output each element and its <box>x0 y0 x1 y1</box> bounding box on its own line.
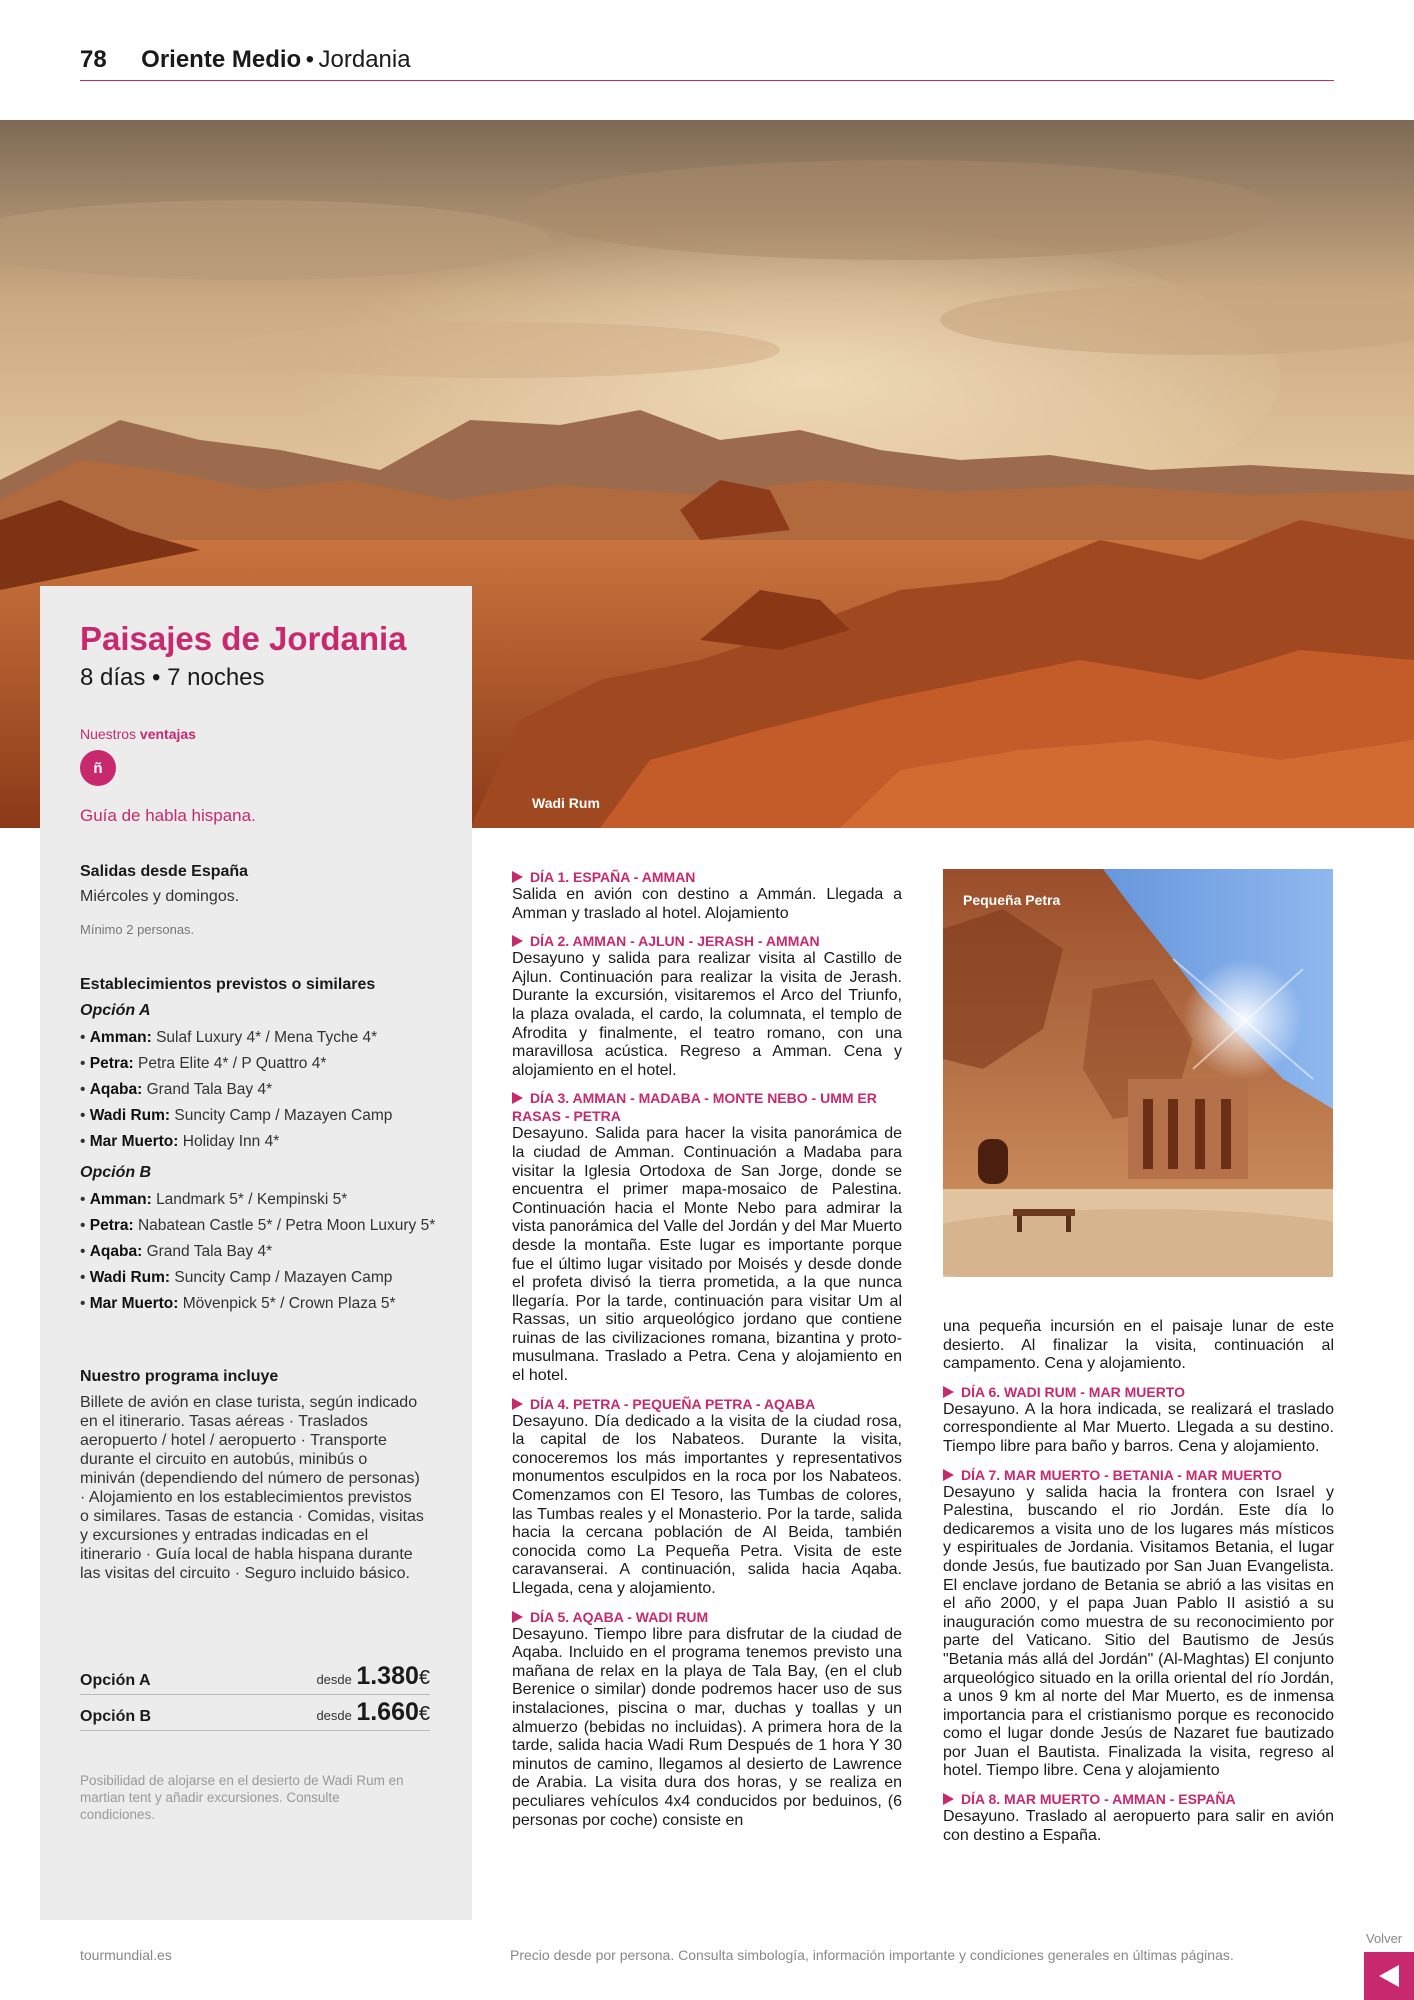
itinerary-day <box>512 1608 902 1831</box>
day-marker-icon <box>943 1469 954 1481</box>
price-label: Opción A <box>80 1672 151 1689</box>
petra-illustration <box>943 869 1333 1277</box>
price-row-option-b <box>80 1696 430 1731</box>
itinerary-column-2 <box>943 1318 1334 1854</box>
back-label[interactable]: Volver <box>1366 1931 1403 1946</box>
price-currency: € <box>418 1703 430 1725</box>
day-title: DÍA 8. MAR MUERTO - AMMAN - ESPAÑA <box>961 1791 1236 1808</box>
page-number: 78 <box>80 46 107 73</box>
option-b-label: Opción B <box>80 1164 152 1181</box>
day-text: Desayuno y salida para realizar visita al Castillo de Ajlun. Continuación para realizar la visita de Jerash. Durante la excursión, visitaremos el Arco del Triunfo, la plaza ovalada, el cardo, la columnata, el templo de Afrodita y finalmente, el teatro romano, con una maravillosa acústica. Regreso a Amman. Cena y alojamiento en el hotel. <box>512 950 902 1079</box>
header-separator: • <box>305 46 315 73</box>
itinerary-day <box>512 1089 902 1385</box>
day-text: una pequeña incursión en el paisaje lunar de este desierto. Al finalizar la visita, continuación al campamento. Cena y alojamiento. <box>943 1318 1334 1373</box>
day-marker-icon <box>943 1793 954 1805</box>
option-b-hotel-list <box>80 1190 440 1320</box>
itinerary-day <box>943 1383 1334 1457</box>
day-marker-icon <box>512 1092 523 1104</box>
footer-disclaimer: Precio desde por persona. Consulta simbología, información importante y condiciones generales en últimas páginas. <box>510 1947 1234 1963</box>
price-desde: desde <box>316 1708 352 1723</box>
hotel-item: • Petra: Petra Elite 4* / P Quattro 4* <box>80 1055 327 1072</box>
itinerary-day <box>512 868 902 923</box>
hotel-item: • Amman: Landmark 5* / Kempinski 5* <box>80 1191 348 1208</box>
accommodation-note: Posibilidad de alojarse en el desierto de Wadi Rum en martian tent y añadir excursiones. Consulte condiciones. <box>80 1773 404 1822</box>
hotel-item: • Mar Muerto: Holiday Inn 4* <box>80 1133 280 1150</box>
advantages-bold: ventajas <box>139 726 196 742</box>
spanish-guide-icon: ñ <box>80 750 116 786</box>
day-text: Desayuno. Traslado al aeropuerto para salir en avión con destino a España. <box>943 1808 1334 1844</box>
option-a-hotel-list <box>80 1028 440 1158</box>
back-arrow-icon <box>1379 1965 1399 1987</box>
day-text: Desayuno. Salida para hacer la visita panorámica de la ciudad de Amman. Continuación a Madaba para visitar la Iglesia Ortodoxa de San Jorge, donde se encuentra el primer mapa-mosaico de Palestina. Continuación hacia el Monte Nebo para admirar la vista panorámica del Valle del Jordán y del Mar Muerto desde la montaña. Este lugar es importante porque fue el último lugar visitado por Moisés y desde donde el profeta divisó la tierra prometida, a la que nunca llegaría. Por la tarde, continuación para visitar Um al Rassas, un sitio arqueológico jordano que contiene ruinas de las civilizaciones romana, bizantina y proto-musulmana. Traslado a Petra. Cena y alojamiento en el hotel. <box>512 1125 902 1385</box>
day-title: DÍA 1. ESPAÑA - AMMAN <box>530 869 696 885</box>
itinerary-day <box>943 1790 1334 1845</box>
departures-days: Miércoles y domingos. <box>80 888 240 905</box>
footer-site: tourmundial.es <box>80 1947 172 1963</box>
establishments-heading: Establecimientos previstos o similares <box>80 976 376 993</box>
hotel-item: • Petra: Nabatean Castle 5* / Petra Moon Luxury 5* <box>80 1217 436 1234</box>
itinerary-day-continuation <box>943 1318 1334 1374</box>
price-amount: 1.380 <box>356 1662 419 1690</box>
price-row-option-a <box>80 1660 430 1695</box>
day-title: DÍA 5. AQABA - WADI RUM <box>530 1608 709 1625</box>
includes-text: Billete de avión en clase turista, según indicado en el itinerario. Tasas aéreas · Traslados aeropuerto / hotel / aeropuerto · Transporte durante el circuito en autobús, minibús o miniván (dependiendo del número de personas) · Alojamiento en los establecimientos previstos o similares. Tasas de estancia · Comidas, visitas y excursiones y entradas indicadas en el itinerario · Guía local de habla hispana durante las visitas del circuito · Seguro incluido básico. <box>80 1394 424 1582</box>
day-text: Salida en avión con destino a Ammán. Llegada a Amman y traslado al hotel. Alojamiento <box>512 886 902 922</box>
departures-minimum: Mínimo 2 personas. <box>80 922 195 937</box>
hotel-item: • Aqaba: Grand Tala Bay 4* <box>80 1243 273 1260</box>
day-title: DÍA 3. AMMAN - MADABA - MONTE NEBO - UMM ER RASAS - PETRA <box>512 1090 877 1125</box>
itinerary-column-1 <box>512 868 902 1839</box>
price-amount: 1.660 <box>356 1698 419 1726</box>
day-title: DÍA 2. AMMAN - AJLUN - JERASH - AMMAN <box>530 933 820 950</box>
tour-duration: 8 días • 7 noches <box>80 664 265 691</box>
hotel-item: • Wadi Rum: Suncity Camp / Mazayen Camp <box>80 1269 393 1286</box>
price-currency: € <box>418 1667 430 1689</box>
hotel-item: • Aqaba: Grand Tala Bay 4* <box>80 1081 273 1098</box>
hero-caption: Wadi Rum <box>532 795 600 811</box>
price-label: Opción B <box>80 1708 152 1725</box>
day-marker-icon <box>943 1386 954 1398</box>
option-a-label: Opción A <box>80 1002 151 1019</box>
photo-caption: Pequeña Petra <box>963 892 1061 908</box>
day-text: Desayuno. Tiempo libre para disfrutar de la ciudad de Aqaba. Incluido en el programa tenemos previsto una mañana de relax en la playa de Tala Bay, (en el club Berenice o similar) donde podremos hacer uso de sus instalaciones, piscina o mar, duchas y toallas y un almuerzo (bebidas no incluidas). A primera hora de la tarde, salida hacia Wadi Rum Después de 1 hora Y 30 minutos de camino, llegamos al desierto de Lawrence de Arabia. La visita dura dos horas, y se realiza en peculiares vehículos 4x4 conducidos por beduinos, (6 personas por coche) consiste en <box>512 1625 902 1829</box>
day-marker-icon <box>512 871 523 883</box>
page-header <box>80 46 1334 81</box>
price-desde: desde <box>316 1672 352 1687</box>
day-marker-icon <box>512 935 523 947</box>
itinerary-day <box>512 932 902 1080</box>
photo-pequena-petra <box>943 869 1333 1277</box>
day-title: DÍA 6. WADI RUM - MAR MUERTO <box>961 1383 1185 1400</box>
day-text: Desayuno y salida hacia la frontera con Israel y Palestina, buscando el rio Jordán. Este día lo dedicaremos a visita uno de los lugares más místicos y espirituales de Jordania. Visitamos Betania, el lugar donde Jesús, fue bautizado por San Juan Evangelista. El enclave jordano de Betania se abrió a las visitas en el año 2000, y el papa Juan Pablo II asistió a su inauguración como muestra de su reconocimiento por parte del Vaticano. Sitio del Bautismo de Jesús "Betania más allá del Jordán" (Al-Maghtas) El conjunto arqueológico situado en la orilla oriental del río Jordán, a unos 9 km al norte del Mar Muerto, es de inmensa importancia para el cristianismo porque es reconocido como el lugar donde Jesús de Nazaret fue bautizado por Juan el Bautista. Finalizada la visita, regreso al hotel. Tiempo libre. Cena y alojamiento <box>943 1483 1334 1780</box>
advantage-text: Guía de habla hispana. <box>80 806 256 825</box>
hotel-item: • Wadi Rum: Suncity Camp / Mazayen Camp <box>80 1107 393 1124</box>
hotel-item: • Mar Muerto: Mövenpick 5* / Crown Plaza 5* <box>80 1295 396 1312</box>
departures-heading: Salidas desde España <box>80 863 249 880</box>
advantages-prefix: Nuestros <box>80 726 137 742</box>
includes-heading: Nuestro programa incluye <box>80 1368 279 1385</box>
day-title: DÍA 4. PETRA - PEQUEÑA PETRA - AQABA <box>530 1395 816 1412</box>
advantages-label <box>80 726 196 742</box>
back-button[interactable] <box>1364 1952 1414 2000</box>
day-text: Desayuno. Día dedicado a la visita de la ciudad rosa, la capital de los Nabateos. Durante la visita, conoceremos los más importantes y representativos monumentos esculpidos en la roca por los Nabateos. Comenzamos con El Tesoro, las Tumbas de colores, las Tumbas reales y el Monasterio. Por la tarde, salida hacia la cercana población de Al Beida, también conocida como La Pequeña Petra. Visita de este caravanserai. A continuación, salida hacia Aqaba. Llegada, cena y alojamiento. <box>512 1412 902 1597</box>
day-title: DÍA 7. MAR MUERTO - BETANIA - MAR MUERTO <box>961 1466 1282 1483</box>
hotel-item: • Amman: Sulaf Luxury 4* / Mena Tyche 4* <box>80 1029 378 1046</box>
header-country: Jordania <box>318 46 411 73</box>
itinerary-day <box>512 1395 902 1599</box>
itinerary-day <box>943 1466 1334 1782</box>
day-marker-icon <box>512 1611 523 1623</box>
header-region: Oriente Medio <box>141 46 302 73</box>
day-marker-icon <box>512 1398 523 1410</box>
day-text: Desayuno. A la hora indicada, se realizará el traslado correspondiente al Mar Muerto. Llegada a su destino. Tiempo libre para baño y barros. Cena y alojamiento. <box>943 1400 1334 1455</box>
tour-title: Paisajes de Jordania <box>80 620 407 657</box>
